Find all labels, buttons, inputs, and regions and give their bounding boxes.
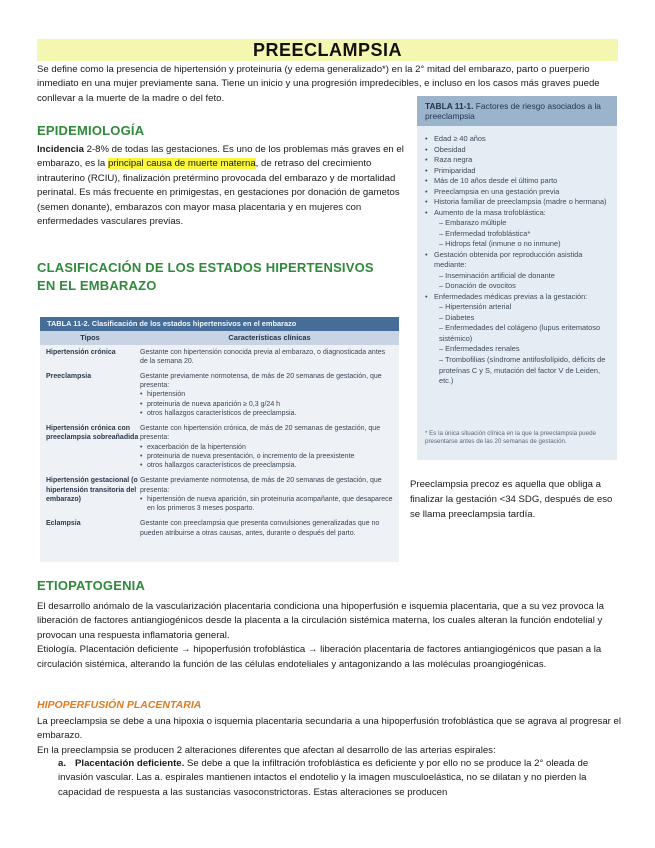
row-tipo: Hipertensión gestacional (o hipertensión transitoria del embarazo)	[46, 477, 138, 503]
risk-factor-item: • Raza negra	[425, 155, 609, 166]
row-description: Gestante previamente normotensa, de más de 20 semanas de gestación, que presenta:	[140, 477, 382, 494]
epidemiologia-text-after: , de retraso del crecimiento intrauterino (RCIU), finalización pretérmino provocada del embarazo y de mortalidad perinatal. Es más frecuente en primigestas, en gestaciones por donación de gametos (semen donante), embarazos con mayor masa placentaria y en mujeres con enfermedades vasculares previas.	[37, 158, 400, 227]
classification-table-body	[40, 345, 399, 541]
etiopatogenia-heading: ETIOPATOGENIA	[37, 578, 146, 593]
epidemiologia-heading: EPIDEMIOLOGÍA	[37, 123, 145, 138]
risk-factor-subitem: – Enfermedad trofoblástica*	[439, 228, 531, 238]
row-tipo: Hipertensión crónica con preeclampsia sobreañadida	[46, 425, 139, 442]
row-tipo: Eclampsia	[46, 520, 81, 528]
risk-factor-item: • Preeclampsia en una gestación previa	[425, 187, 609, 198]
risk-factors-table-title: Factores de riesgo asociados a la preeclampsia	[425, 101, 601, 122]
title-bar	[37, 39, 618, 61]
row-tipo: Hipertensión crónica	[46, 348, 116, 356]
etiopatogenia-text	[37, 600, 622, 672]
risk-factor-subitem: – Hidrops fetal (inmune o no inmune)	[439, 239, 561, 249]
table-row	[40, 473, 399, 516]
risk-factor-item: • Primiparidad	[425, 166, 609, 177]
row-caracteristicas	[140, 519, 399, 537]
row-description: Gestante previamente normotensa, de más de 20 semanas de gestación, que presenta:	[140, 373, 382, 390]
clasificacion-heading	[37, 259, 374, 294]
risk-factor-item: • Historia familiar de preeclampsia (madre o hermana)	[425, 197, 609, 208]
preeclampsia-precoz-note: Preeclampsia precoz es aquella que obliga a finalizar la gestación <34 SDG, después de eso se llama preeclampsia tardía.	[410, 479, 613, 520]
list-item-a-label: a.	[58, 758, 67, 769]
risk-factor-subitem: – Diabetes	[439, 312, 475, 322]
classification-table-title: TABLA 11-2. Clasificación de los estados hipertensivos en el embarazo	[40, 317, 399, 331]
risk-factor-item: • Enfermedades médicas previas a la gestación:	[425, 292, 609, 303]
row-bullet: • hipertensión	[140, 390, 393, 399]
classification-table-header-row	[40, 331, 399, 345]
etiopatogenia-paragraph-1: El desarrollo anómalo de la vascularización placentaria condiciona una hipoperfusión e isquemia placentaria, que a su vez provoca la liberación de factores antiangiogénicos desde la placenta a la circulación sistémica materna, los cuales alteran la función endotelial y provocan una respuesta inflamatoria general.	[37, 601, 604, 641]
epidemiologia-text-before: 2-8% de todas las gestaciones. Es uno de los problemas más graves en el embarazo, es la	[37, 144, 404, 170]
risk-factor-subitem: – Inseminación artificial de donante	[439, 270, 555, 280]
incidencia-label: Incidencia	[37, 144, 84, 155]
hipoperfusion-text	[37, 715, 622, 758]
table-row	[40, 345, 399, 369]
risk-factor-subitem: – Enfermedades renales	[439, 344, 520, 354]
clasificacion-heading-line2: EN EL EMBARAZO	[37, 277, 157, 293]
list-item-a-title: Placentación deficiente.	[75, 758, 185, 769]
risk-factors-list	[417, 126, 617, 390]
intro-paragraph: Se define como la presencia de hipertensión y proteinuria (y edema generalizado*) en la 2° mitad del embarazo, parto o puerperio inmediato en una mujer previamente sana. Tiene un inicio y una progresión impredecibles, e incluso en los casos más graves puede conllevar a la muerte de la madre o del feto.	[37, 64, 600, 104]
row-caracteristicas	[140, 348, 399, 366]
risk-factor-item: • Obesidad	[425, 145, 609, 156]
row-description: Gestante con hipertensión conocida previa al embarazo, o diagnosticada antes de la semana 20.	[140, 348, 386, 365]
risk-factor-subitem: – Embarazo múltiple	[439, 218, 507, 228]
table-row	[40, 369, 399, 421]
row-bullet: • proteinuria de nueva presentación, o incremento de la preexistente	[140, 452, 393, 461]
row-description: Gestante con preeclampsia que presenta convulsiones generalizadas que no pueden atribuirse a otras causas, antes, durante o después del parto.	[140, 520, 380, 537]
row-caracteristicas	[140, 476, 399, 513]
risk-factor-subitem: – Donación de ovocitos	[439, 281, 516, 291]
risk-factor-subitem: – Enfermedades del colágeno (lupus eritematoso sistémico)	[439, 323, 601, 343]
row-bullet: • exacerbación de la hipertensión	[140, 443, 393, 452]
risk-factors-table	[417, 96, 617, 460]
hipoperfusion-paragraph-1: La preeclampsia se debe a una hipoxia o isquemia placentaria secundaria a una hipoperfusión trofoblástica que se agrava al progresar el embarazo.	[37, 716, 621, 742]
row-bullet: • hipertensión de nueva aparición, sin proteinuria acompañante, que desaparece en los primeros 3 meses posparto.	[140, 495, 393, 513]
row-bullet: • proteinuria de nueva aparición ≥ 0,3 g/24 h	[140, 400, 393, 409]
list-item-a	[58, 757, 620, 800]
risk-factor-item: • Gestación obtenida por reproducción asistida mediante:	[425, 250, 609, 271]
column-header-caracteristicas: Características clínicas	[228, 332, 311, 342]
classification-table	[40, 317, 399, 562]
list-item-a-text: Se debe a que la infiltración trofoblástica es deficiente y por ello no se produce la 2° oleada de invasión vascular. Las a. espirales mantienen intactos el endotelio y la imagen musculoelástica, no se dilatan y no pierden la capacidad de respuesta a las sustancias vasoconstrictoras. Estas alteraciones se producen	[58, 758, 589, 798]
page-title: PREECLAMPSIA	[252, 40, 402, 60]
etiopatogenia-paragraph-2: Etiología. Placentación deficiente → hipoperfusión trofoblástica → liberación placentaria de factores antiangiogénicos que pasan a la circulación sistémica, alterando la función de las células endoteliales y antagonizando a las moléculas proangiogénicas.	[37, 644, 602, 670]
hipoperfusion-paragraph-2: En la preeclampsia se producen 2 alteraciones diferentes que afectan al desarrollo de las arterias espirales:	[37, 744, 496, 756]
epidemiologia-paragraph	[37, 143, 407, 229]
column-header-tipos: Tipos	[80, 332, 100, 342]
hipoperfusion-heading: HIPOPERFUSIÓN PLACENTARIA	[37, 699, 202, 711]
clasificacion-heading-line1: CLASIFICACIÓN DE LOS ESTADOS HIPERTENSIVOS	[37, 260, 374, 275]
row-caracteristicas	[140, 372, 399, 418]
risk-factor-subitem: – Trombofilias (síndrome antifosfolípido, déficits de proteínas C y S, mutación del factor V de Leiden, etc.)	[439, 354, 606, 386]
table-row	[40, 421, 399, 473]
row-description: Gestante con hipertensión crónica, de más de 20 semanas de gestación, que presenta:	[140, 425, 381, 442]
risk-factor-item: • Aumento de la masa trofoblástica:	[425, 208, 609, 219]
risk-factors-footnote: * Es la única situación clínica en la que la preeclampsia puede presentarse antes de las 20 semanas de gestación.	[425, 430, 596, 446]
risk-factor-item: • Edad ≥ 40 años	[425, 134, 609, 145]
row-bullet: • otros hallazgos característicos de preeclampsia.	[140, 461, 393, 470]
highlighted-text: principal causa de muerte materna	[107, 158, 256, 170]
risk-factor-subitem: – Hipertensión arterial	[439, 302, 512, 312]
row-tipo: Preeclampsia	[46, 373, 92, 380]
risk-factor-item: • Más de 10 años desde el último parto	[425, 176, 609, 187]
risk-factors-table-header	[417, 96, 617, 126]
row-caracteristicas	[140, 424, 399, 470]
row-bullet: • otros hallazgos característicos de preeclampsia.	[140, 409, 393, 418]
table-row	[40, 516, 399, 540]
risk-factors-table-number: TABLA 11-1.	[425, 101, 474, 111]
